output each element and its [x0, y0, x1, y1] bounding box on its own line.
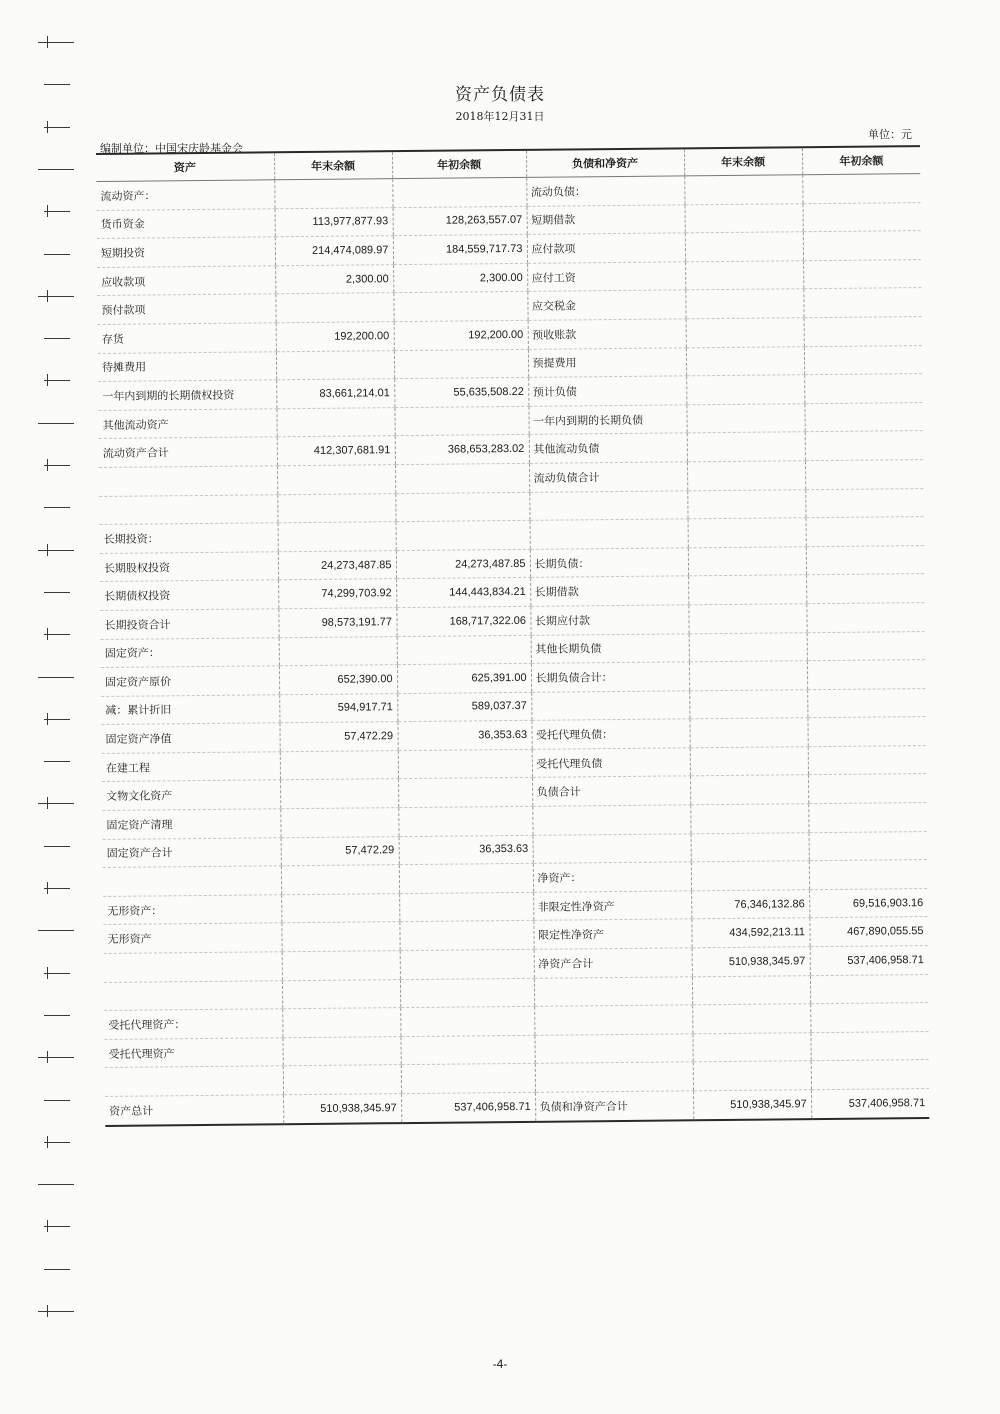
header-liabilities-year-end: 年末余额	[684, 147, 802, 176]
liability-year-end-cell	[688, 518, 806, 548]
liability-year-begin-cell	[807, 631, 925, 661]
asset-year-begin-cell: 192,200.00	[394, 320, 528, 350]
liability-year-end-cell	[686, 375, 804, 405]
liability-year-end-cell	[691, 832, 809, 862]
asset-year-begin-cell: 24,273,487.85	[396, 549, 530, 579]
liability-name-cell	[535, 1062, 693, 1092]
asset-year-end-cell	[276, 407, 394, 437]
asset-name-cell: 应收款项	[97, 266, 275, 296]
binding-stub	[47, 459, 48, 471]
liability-year-begin-cell	[803, 288, 921, 318]
asset-year-begin-cell	[393, 292, 527, 322]
compiling-entity: 编制单位：中国宋庆龄基金会	[100, 142, 243, 155]
balance-sheet-body	[96, 174, 929, 1126]
asset-year-end-cell	[275, 293, 393, 323]
asset-year-end-cell	[283, 1065, 401, 1095]
binding-mark	[44, 338, 70, 339]
asset-name-cell	[105, 1066, 283, 1096]
asset-name-cell: 受托代理资产：	[104, 1009, 282, 1039]
asset-name-cell	[103, 866, 281, 896]
asset-year-end-cell: 113,977,877.93	[275, 207, 393, 237]
asset-year-begin-cell	[399, 892, 533, 922]
liability-name-cell: 净资产：	[533, 862, 691, 892]
liability-year-begin-cell	[810, 1031, 928, 1061]
asset-year-end-cell: 412,307,681.91	[277, 436, 395, 466]
asset-year-begin-cell	[392, 177, 526, 207]
asset-year-begin-cell: 168,717,322.06	[396, 606, 530, 636]
binding-stub	[47, 713, 48, 725]
liability-year-end-cell	[689, 689, 807, 719]
liability-name-cell: 其他长期负债	[531, 633, 689, 663]
liability-year-begin-cell	[804, 374, 922, 404]
liability-year-begin-cell	[806, 602, 924, 632]
asset-year-end-cell: 57,472.29	[281, 836, 399, 866]
asset-year-begin-cell	[399, 864, 533, 894]
binding-stub	[47, 628, 48, 640]
binding-stub	[47, 1136, 48, 1148]
liability-name-cell	[534, 1005, 692, 1035]
asset-name-cell: 固定资产原价	[101, 666, 279, 696]
asset-name-cell: 固定资产清理	[102, 809, 280, 839]
asset-name-cell: 在建工程	[102, 752, 280, 782]
liability-name-cell: 短期借款	[527, 204, 685, 234]
asset-name-cell: 无形资产：	[103, 895, 281, 925]
binding-mark	[38, 677, 74, 678]
liability-name-cell	[534, 1034, 692, 1064]
liability-name-cell: 受托代理负债：	[531, 719, 689, 749]
liability-name-cell	[531, 691, 689, 721]
report-date: 2018年12月31日	[455, 110, 545, 123]
binding-stub	[47, 1220, 48, 1232]
asset-year-end-cell	[277, 465, 395, 495]
liability-year-begin-cell	[809, 831, 927, 861]
asset-year-begin-cell	[398, 749, 532, 779]
asset-year-end-cell	[276, 350, 394, 380]
asset-year-end-cell	[277, 493, 395, 523]
asset-name-cell	[99, 494, 277, 524]
asset-name-cell: 流动资产：	[96, 180, 274, 210]
asset-year-begin-cell: 36,353.63	[397, 721, 531, 751]
liability-year-begin-cell	[804, 402, 922, 432]
binding-stub	[47, 290, 48, 302]
asset-year-begin-cell	[397, 635, 531, 665]
liability-name-cell: 负债合计	[532, 776, 690, 806]
asset-name-cell: 减：累计折旧	[101, 694, 279, 724]
asset-name-cell: 长期债权投资	[100, 580, 278, 610]
liability-year-begin-cell	[804, 317, 922, 347]
liability-year-end-cell	[692, 1032, 810, 1062]
page-title: 资产负债表	[455, 85, 545, 105]
binding-stub	[47, 36, 48, 48]
liability-name-cell: 长期应付款	[530, 605, 688, 635]
liability-year-end-cell	[685, 203, 803, 233]
liability-year-begin-cell	[806, 545, 924, 575]
asset-year-begin-cell	[395, 492, 529, 522]
asset-year-end-cell	[281, 922, 399, 952]
binding-mark	[38, 1057, 74, 1058]
liability-name-cell: 长期借款	[530, 576, 688, 606]
asset-year-end-cell	[278, 522, 396, 552]
liability-name-cell	[529, 490, 687, 520]
liability-name-cell: 负债和净资产合计	[535, 1091, 693, 1122]
header-liabilities: 负债和净资产	[526, 148, 684, 177]
asset-year-begin-cell: 36,353.63	[399, 835, 533, 865]
asset-year-end-cell: 594,917.71	[279, 693, 397, 723]
asset-name-cell: 长期股权投资	[100, 551, 278, 581]
binding-mark	[44, 507, 70, 508]
asset-name-cell: 文物文化资产	[102, 780, 280, 810]
header-assets-year-begin: 年初余额	[392, 150, 526, 179]
asset-year-begin-cell	[400, 1007, 534, 1037]
liability-name-cell: 预提费用	[528, 347, 686, 377]
binding-stub	[47, 1305, 48, 1317]
asset-year-end-cell	[282, 951, 400, 981]
asset-year-begin-cell: 589,037.37	[397, 692, 531, 722]
liability-year-begin-cell	[805, 431, 923, 461]
liability-year-begin-cell: 537,406,958.71	[811, 1089, 929, 1119]
liability-year-begin-cell	[803, 202, 921, 232]
asset-year-end-cell: 98,573,191.77	[278, 608, 396, 638]
asset-name-cell: 长期投资：	[100, 523, 278, 553]
asset-year-end-cell	[282, 1036, 400, 1066]
liability-year-begin-cell	[803, 231, 921, 261]
liability-year-end-cell	[689, 718, 807, 748]
asset-name-cell: 待摊费用	[98, 351, 276, 381]
binding-mark	[38, 42, 74, 43]
liability-year-begin-cell	[811, 1060, 929, 1090]
asset-year-end-cell	[280, 808, 398, 838]
asset-name-cell: 流动资产合计	[99, 437, 277, 467]
liability-year-end-cell	[685, 260, 803, 290]
page-number: -4-	[492, 1357, 508, 1371]
asset-year-end-cell: 192,200.00	[276, 322, 394, 352]
asset-year-end-cell	[282, 979, 400, 1009]
asset-year-begin-cell	[400, 978, 534, 1008]
liability-year-begin-cell	[808, 745, 926, 775]
liability-year-begin-cell: 69,516,903.16	[809, 888, 927, 918]
asset-year-end-cell	[279, 636, 397, 666]
asset-year-end-cell: 83,661,214.01	[276, 379, 394, 409]
asset-year-end-cell	[280, 779, 398, 809]
asset-year-begin-cell: 128,263,557.07	[393, 206, 527, 236]
binding-mark	[38, 423, 74, 424]
asset-name-cell: 预付款项	[97, 294, 275, 324]
liability-year-end-cell	[688, 604, 806, 634]
asset-year-begin-cell	[400, 949, 534, 979]
liability-name-cell: 应交税金	[527, 290, 685, 320]
binding-mark	[44, 592, 70, 593]
liability-name-cell: 流动负债合计	[529, 462, 687, 492]
header-assets-year-end: 年末余额	[274, 151, 392, 180]
header-liabilities-year-begin: 年初余额	[802, 146, 920, 175]
liability-year-end-cell	[690, 775, 808, 805]
liability-name-cell	[533, 833, 691, 863]
liability-name-cell: 应付款项	[527, 233, 685, 263]
liability-year-end-cell	[687, 432, 805, 462]
asset-year-end-cell: 2,300.00	[275, 264, 393, 294]
liability-year-begin-cell	[809, 860, 927, 890]
currency-unit: 单位：元	[868, 128, 912, 141]
asset-name-cell: 固定资产合计	[103, 837, 281, 867]
liability-name-cell: 预计负债	[528, 376, 686, 406]
asset-year-end-cell: 24,273,487.85	[278, 550, 396, 580]
liability-year-begin-cell: 467,890,055.55	[809, 917, 927, 947]
asset-name-cell: 短期投资	[97, 237, 275, 267]
liability-year-begin-cell	[802, 174, 920, 204]
binding-mark	[44, 1015, 70, 1016]
asset-year-end-cell	[280, 751, 398, 781]
binding-stub	[47, 882, 48, 894]
asset-year-end-cell	[281, 865, 399, 895]
asset-year-end-cell	[274, 179, 392, 209]
binding-stub	[47, 544, 48, 556]
asset-name-cell: 固定资产净值	[101, 723, 279, 753]
liability-name-cell: 流动负债：	[526, 176, 684, 206]
asset-name-cell: 一年内到期的长期债权投资	[98, 380, 276, 410]
liability-year-end-cell	[691, 861, 809, 891]
asset-name-cell	[99, 466, 277, 496]
liability-year-end-cell	[686, 346, 804, 376]
liability-year-end-cell	[686, 403, 804, 433]
asset-name-cell: 资产总计	[105, 1095, 283, 1126]
binding-mark	[44, 1100, 70, 1101]
asset-year-begin-cell	[396, 520, 530, 550]
liability-year-begin-cell	[807, 688, 925, 718]
binding-mark	[38, 930, 74, 931]
liability-year-begin-cell	[808, 803, 926, 833]
asset-year-begin-cell	[401, 1064, 535, 1094]
liability-year-end-cell	[692, 975, 810, 1005]
liability-year-end-cell	[684, 175, 802, 205]
header-assets: 资产	[96, 152, 274, 181]
binding-stub	[47, 967, 48, 979]
asset-year-begin-cell	[398, 778, 532, 808]
asset-name-cell: 固定资产：	[101, 637, 279, 667]
liability-year-begin-cell	[807, 660, 925, 690]
asset-year-begin-cell: 368,653,283.02	[395, 435, 529, 465]
liability-name-cell: 受托代理负债	[532, 748, 690, 778]
liability-year-end-cell: 76,346,132.86	[691, 890, 809, 920]
liability-name-cell	[530, 519, 688, 549]
liability-year-begin-cell	[808, 774, 926, 804]
binding-mark	[38, 296, 74, 297]
binding-mark	[38, 169, 74, 170]
liability-year-end-cell	[689, 632, 807, 662]
liability-year-end-cell: 510,938,345.97	[692, 947, 810, 977]
liability-year-end-cell: 434,592,213.11	[691, 918, 809, 948]
liability-name-cell: 一年内到期的长期负债	[528, 405, 686, 435]
binding-mark	[44, 254, 70, 255]
liability-year-end-cell	[685, 232, 803, 262]
asset-year-begin-cell	[398, 806, 532, 836]
liability-year-begin-cell: 537,406,958.71	[810, 946, 928, 976]
asset-name-cell: 货币资金	[97, 208, 275, 238]
binding-stub	[47, 205, 48, 217]
balance-sheet-table	[96, 145, 929, 1126]
binding-mark	[38, 1184, 74, 1185]
asset-year-begin-cell	[394, 349, 528, 379]
asset-year-end-cell: 214,474,089.97	[275, 236, 393, 266]
asset-year-begin-cell	[395, 463, 529, 493]
asset-year-begin-cell: 144,443,834.21	[396, 578, 530, 608]
asset-year-begin-cell	[399, 921, 533, 951]
liability-name-cell: 限定性净资产	[533, 919, 691, 949]
liability-year-end-cell	[688, 575, 806, 605]
liability-name-cell: 预收账款	[528, 319, 686, 349]
liability-year-begin-cell	[810, 974, 928, 1004]
binding-mark	[38, 550, 74, 551]
liability-year-end-cell	[692, 1004, 810, 1034]
liability-name-cell: 长期负债：	[530, 548, 688, 578]
liability-year-end-cell	[690, 804, 808, 834]
liability-year-end-cell	[686, 318, 804, 348]
binding-stub	[47, 374, 48, 386]
liability-year-begin-cell	[804, 345, 922, 375]
liability-year-begin-cell	[810, 1003, 928, 1033]
liability-year-end-cell	[690, 747, 808, 777]
liability-year-end-cell	[687, 489, 805, 519]
liability-year-begin-cell	[805, 488, 923, 518]
binding-mark	[38, 803, 74, 804]
liability-year-end-cell	[685, 289, 803, 319]
binding-stub	[47, 797, 48, 809]
liability-name-cell: 净资产合计	[534, 948, 692, 978]
asset-year-begin-cell	[394, 406, 528, 436]
binding-margin	[0, 0, 90, 1414]
liability-name-cell	[534, 976, 692, 1006]
asset-name-cell: 存货	[98, 323, 276, 353]
liability-year-end-cell	[689, 661, 807, 691]
asset-year-begin-cell: 537,406,958.71	[401, 1092, 535, 1122]
liability-year-begin-cell	[803, 259, 921, 289]
liability-name-cell: 长期负债合计：	[531, 662, 689, 692]
asset-year-begin-cell: 55,635,508.22	[394, 378, 528, 408]
liability-year-end-cell	[688, 546, 806, 576]
asset-year-end-cell: 57,472.29	[279, 722, 397, 752]
binding-mark	[38, 1311, 74, 1312]
asset-year-end-cell: 510,938,345.97	[283, 1094, 401, 1124]
asset-name-cell	[104, 980, 282, 1010]
asset-year-begin-cell: 184,559,717.73	[393, 235, 527, 265]
asset-name-cell: 其他流动资产	[98, 409, 276, 439]
asset-name-cell	[104, 952, 282, 982]
asset-name-cell: 无形资产	[103, 923, 281, 953]
liability-name-cell: 非限定性净资产	[533, 891, 691, 921]
liability-name-cell	[532, 805, 690, 835]
binding-stub	[47, 1051, 48, 1063]
asset-year-begin-cell	[400, 1035, 534, 1065]
asset-year-begin-cell: 2,300.00	[393, 263, 527, 293]
asset-year-end-cell	[281, 893, 399, 923]
asset-name-cell: 受托代理资产	[105, 1038, 283, 1068]
liability-year-end-cell: 510,938,345.97	[693, 1090, 811, 1120]
liability-name-cell: 其他流动负债	[529, 433, 687, 463]
asset-year-end-cell: 74,299,703.92	[278, 579, 396, 609]
liability-year-end-cell	[687, 461, 805, 491]
liability-name-cell: 应付工资	[527, 262, 685, 292]
liability-year-end-cell	[693, 1061, 811, 1091]
binding-mark	[44, 761, 70, 762]
liability-year-begin-cell	[806, 574, 924, 604]
asset-year-end-cell: 652,390.00	[279, 665, 397, 695]
liability-year-begin-cell	[806, 517, 924, 547]
asset-name-cell: 长期投资合计	[100, 609, 278, 639]
asset-year-end-cell	[282, 1008, 400, 1038]
binding-mark	[44, 846, 70, 847]
binding-mark	[44, 1269, 70, 1270]
liability-year-begin-cell	[807, 717, 925, 747]
asset-year-begin-cell: 625,391.00	[397, 663, 531, 693]
liability-year-begin-cell	[805, 460, 923, 490]
